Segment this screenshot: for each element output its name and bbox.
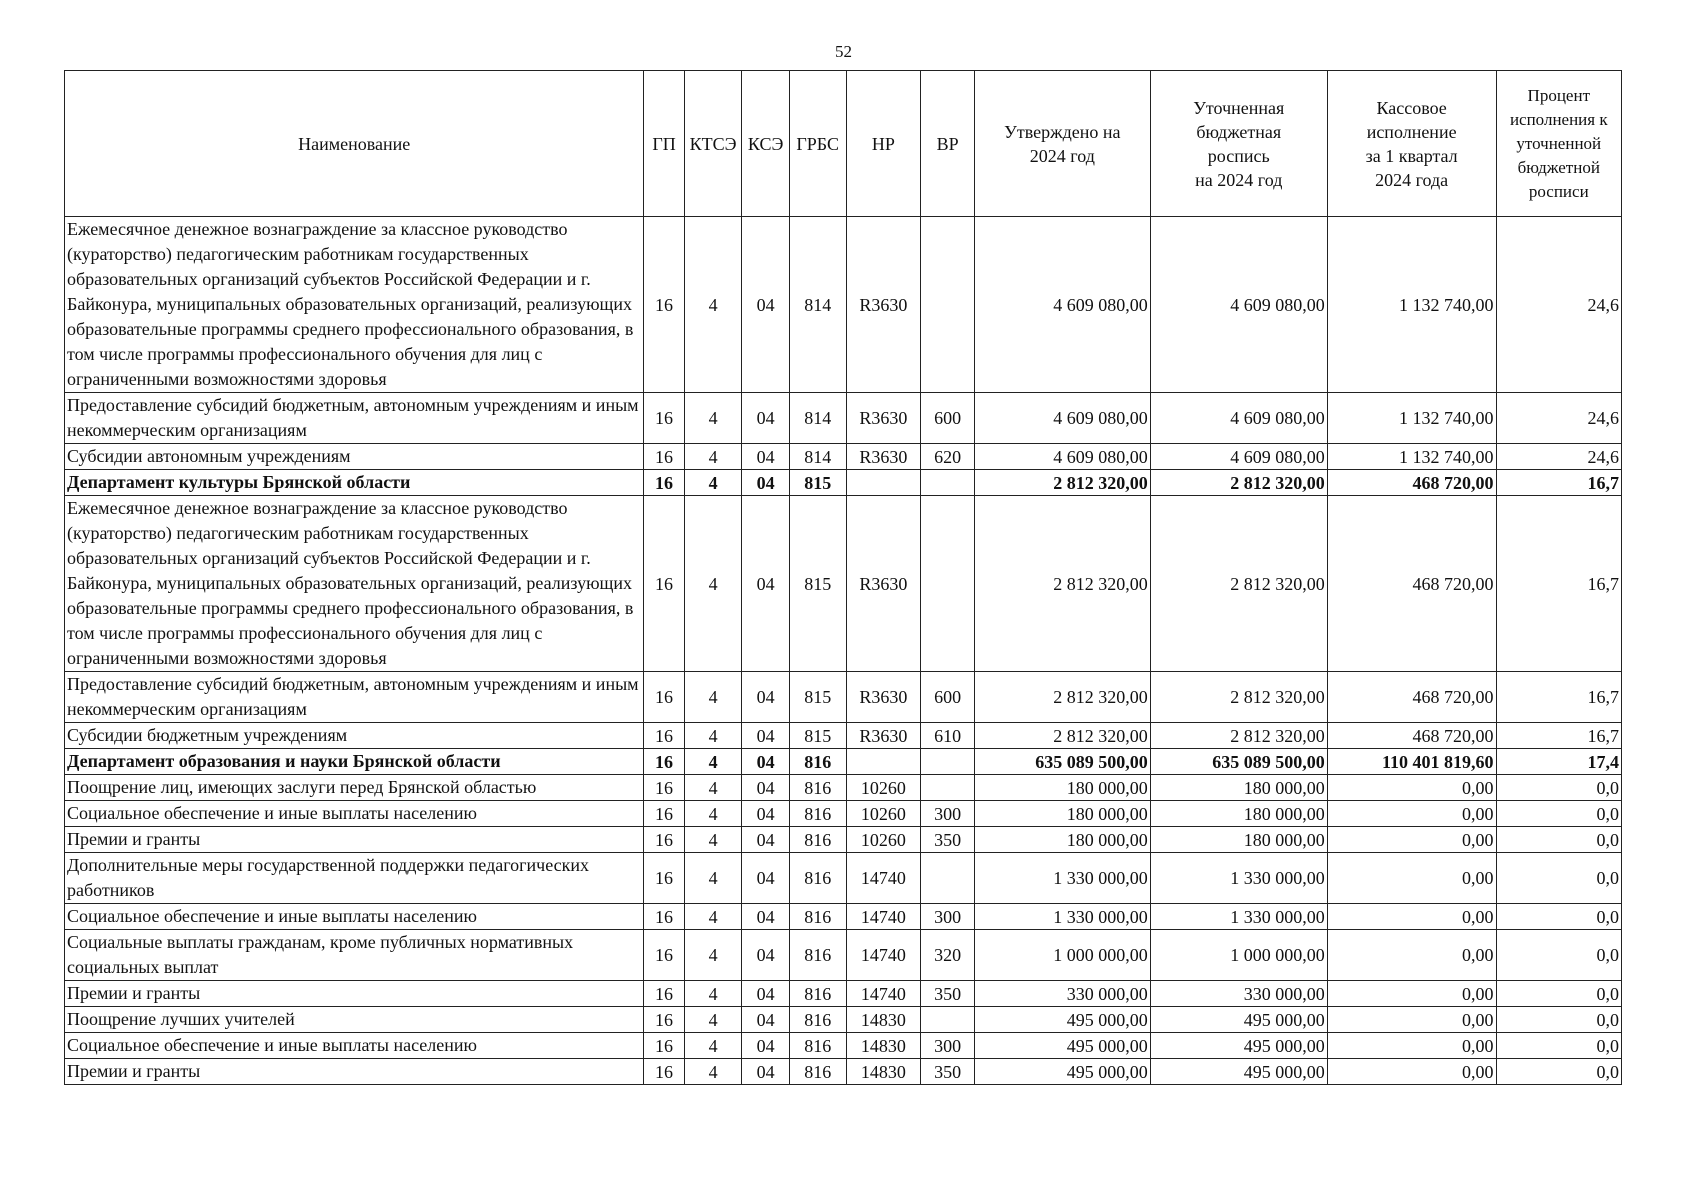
cell-refined: 330 000,00 [1150,981,1327,1007]
cell-name: Департамент образования и науки Брянской области [65,749,644,775]
header-grbs: ГРБС [789,71,846,217]
cell-vr [921,470,975,496]
cell-cash: 0,00 [1327,1007,1496,1033]
header-cash-line-1: Кассовое [1376,97,1447,118]
cell-kse: 04 [742,496,790,672]
cell-name: Социальное обеспечение и иные выплаты населению [65,904,644,930]
cell-cash: 468 720,00 [1327,470,1496,496]
cell-nr: 10260 [846,827,921,853]
cell-kse: 04 [742,444,790,470]
table-row [65,749,1622,775]
table-row [65,672,1622,723]
table-row [65,1059,1622,1085]
header-kse: КСЭ [742,71,790,217]
cell-name: Поощрение лиц, имеющих заслуги перед Брянской областью [65,775,644,801]
header-approved [974,71,1150,217]
cell-percent: 0,0 [1496,801,1621,827]
cell-percent: 16,7 [1496,723,1621,749]
cell-vr [921,749,975,775]
cell-ktse: 4 [684,470,742,496]
cell-approved: 4 609 080,00 [974,393,1150,444]
cell-kse: 04 [742,827,790,853]
cell-percent: 0,0 [1496,1007,1621,1033]
cell-vr [921,1007,975,1033]
cell-percent: 0,0 [1496,827,1621,853]
header-percent-line-4: бюджетной [1517,157,1600,177]
cell-grbs: 816 [789,1059,846,1085]
table-row [65,393,1622,444]
cell-nr [846,749,921,775]
cell-grbs: 816 [789,853,846,904]
cell-nr: R3630 [846,217,921,393]
cell-vr: 350 [921,981,975,1007]
header-percent-line-3: уточненной [1516,133,1602,153]
cell-grbs: 816 [789,749,846,775]
table-row [65,1007,1622,1033]
cell-cash: 1 132 740,00 [1327,444,1496,470]
cell-refined: 2 812 320,00 [1150,470,1327,496]
cell-name: Предоставление субсидий бюджетным, автономным учреждениям и иным некоммерческим организациям [65,393,644,444]
budget-execution-table [64,70,1622,1085]
header-cash-line-4: 2024 года [1375,169,1449,190]
header-refined [1150,71,1327,217]
cell-approved: 495 000,00 [974,1007,1150,1033]
cell-cash: 0,00 [1327,827,1496,853]
table-row [65,827,1622,853]
cell-kse: 04 [742,1059,790,1085]
cell-kse: 04 [742,749,790,775]
cell-grbs: 815 [789,672,846,723]
cell-refined: 180 000,00 [1150,801,1327,827]
cell-ktse: 4 [684,444,742,470]
cell-gp: 16 [644,853,684,904]
header-vr: ВР [921,71,975,217]
cell-vr [921,775,975,801]
cell-gp: 16 [644,827,684,853]
table-row [65,853,1622,904]
cell-vr: 320 [921,930,975,981]
cell-ktse: 4 [684,217,742,393]
cell-approved: 180 000,00 [974,775,1150,801]
table-row [65,496,1622,672]
cell-vr [921,496,975,672]
cell-gp: 16 [644,723,684,749]
cell-name: Социальные выплаты гражданам, кроме публичных нормативных социальных выплат [65,930,644,981]
header-refined-line-2: бюджетная [1196,121,1282,142]
cell-vr: 620 [921,444,975,470]
cell-grbs: 814 [789,393,846,444]
table-row [65,217,1622,393]
cell-kse: 04 [742,853,790,904]
cell-refined: 635 089 500,00 [1150,749,1327,775]
cell-refined: 1 330 000,00 [1150,904,1327,930]
cell-grbs: 816 [789,1033,846,1059]
cell-ktse: 4 [684,981,742,1007]
cell-approved: 1 330 000,00 [974,904,1150,930]
cell-cash: 468 720,00 [1327,723,1496,749]
cell-nr: 14830 [846,1033,921,1059]
cell-grbs: 814 [789,444,846,470]
cell-approved: 1 330 000,00 [974,853,1150,904]
cell-ktse: 4 [684,1033,742,1059]
cell-cash: 0,00 [1327,904,1496,930]
cell-gp: 16 [644,1033,684,1059]
cell-cash: 0,00 [1327,775,1496,801]
cell-nr: 10260 [846,775,921,801]
table-row [65,981,1622,1007]
cell-ktse: 4 [684,775,742,801]
cell-name: Премии и гранты [65,1059,644,1085]
cell-nr [846,470,921,496]
cell-grbs: 816 [789,775,846,801]
header-row [65,71,1622,217]
cell-cash: 0,00 [1327,981,1496,1007]
cell-refined: 495 000,00 [1150,1033,1327,1059]
table-row [65,904,1622,930]
cell-percent: 0,0 [1496,1033,1621,1059]
cell-vr: 350 [921,827,975,853]
cell-grbs: 816 [789,1007,846,1033]
cell-approved: 2 812 320,00 [974,672,1150,723]
cell-cash: 468 720,00 [1327,672,1496,723]
table-row [65,470,1622,496]
table-row [65,723,1622,749]
cell-name: Субсидии автономным учреждениям [65,444,644,470]
cell-percent: 16,7 [1496,672,1621,723]
cell-kse: 04 [742,1007,790,1033]
cell-nr: 14740 [846,930,921,981]
cell-refined: 2 812 320,00 [1150,496,1327,672]
cell-vr: 600 [921,393,975,444]
cell-grbs: 816 [789,981,846,1007]
header-cash-line-3: за 1 квартал [1365,145,1458,166]
cell-ktse: 4 [684,930,742,981]
header-refined-line-4: на 2024 год [1195,169,1283,190]
cell-grbs: 816 [789,904,846,930]
cell-cash: 0,00 [1327,853,1496,904]
cell-vr: 300 [921,1033,975,1059]
table-body [65,217,1622,1085]
cell-kse: 04 [742,470,790,496]
cell-refined: 4 609 080,00 [1150,444,1327,470]
cell-ktse: 4 [684,723,742,749]
header-nr: НР [846,71,921,217]
header-approved-line-1: Утверждено на [1004,121,1121,142]
cell-ktse: 4 [684,672,742,723]
cell-approved: 1 000 000,00 [974,930,1150,981]
header-name: Наименование [65,71,644,217]
cell-gp: 16 [644,801,684,827]
header-refined-line-1: Уточненная [1193,97,1285,118]
cell-nr: R3630 [846,723,921,749]
cell-nr: R3630 [846,444,921,470]
cell-approved: 635 089 500,00 [974,749,1150,775]
cell-gp: 16 [644,496,684,672]
cell-approved: 2 812 320,00 [974,723,1150,749]
cell-cash: 0,00 [1327,1059,1496,1085]
cell-gp: 16 [644,749,684,775]
cell-cash: 0,00 [1327,930,1496,981]
cell-gp: 16 [644,930,684,981]
cell-refined: 495 000,00 [1150,1059,1327,1085]
cell-percent: 16,7 [1496,470,1621,496]
cell-kse: 04 [742,801,790,827]
header-percent-line-2: исполнения к [1509,109,1608,129]
cell-name: Социальное обеспечение и иные выплаты населению [65,801,644,827]
table-row [65,930,1622,981]
cell-nr: 14740 [846,904,921,930]
cell-percent: 24,6 [1496,217,1621,393]
cell-approved: 495 000,00 [974,1033,1150,1059]
cell-vr: 610 [921,723,975,749]
cell-approved: 495 000,00 [974,1059,1150,1085]
header-percent-line-1: Процент [1527,85,1590,105]
cell-refined: 2 812 320,00 [1150,672,1327,723]
table-row [65,1033,1622,1059]
cell-ktse: 4 [684,904,742,930]
cell-cash: 468 720,00 [1327,496,1496,672]
header-percent [1496,71,1621,217]
cell-percent: 0,0 [1496,775,1621,801]
cell-approved: 4 609 080,00 [974,444,1150,470]
cell-kse: 04 [742,723,790,749]
cell-gp: 16 [644,217,684,393]
cell-percent: 16,7 [1496,496,1621,672]
page-number: 52 [835,42,852,61]
cell-gp: 16 [644,444,684,470]
header-cash-line-2: исполнение [1366,121,1457,142]
cell-approved: 180 000,00 [974,801,1150,827]
cell-name: Департамент культуры Брянской области [65,470,644,496]
cell-grbs: 815 [789,723,846,749]
cell-kse: 04 [742,930,790,981]
cell-percent: 0,0 [1496,981,1621,1007]
cell-ktse: 4 [684,801,742,827]
cell-percent: 24,6 [1496,393,1621,444]
cell-grbs: 815 [789,470,846,496]
cell-approved: 4 609 080,00 [974,217,1150,393]
cell-approved: 180 000,00 [974,827,1150,853]
cell-gp: 16 [644,672,684,723]
cell-percent: 24,6 [1496,444,1621,470]
cell-refined: 2 812 320,00 [1150,723,1327,749]
cell-name: Дополнительные меры государственной поддержки педагогических работников [65,853,644,904]
cell-kse: 04 [742,904,790,930]
cell-gp: 16 [644,1059,684,1085]
cell-grbs: 816 [789,930,846,981]
cell-ktse: 4 [684,853,742,904]
header-cash [1327,71,1496,217]
cell-refined: 180 000,00 [1150,827,1327,853]
cell-kse: 04 [742,981,790,1007]
cell-nr: 14830 [846,1059,921,1085]
cell-refined: 4 609 080,00 [1150,393,1327,444]
header-gp: ГП [644,71,684,217]
cell-nr: R3630 [846,672,921,723]
cell-grbs: 816 [789,827,846,853]
cell-gp: 16 [644,1007,684,1033]
cell-nr: R3630 [846,393,921,444]
cell-gp: 16 [644,981,684,1007]
cell-kse: 04 [742,672,790,723]
header-refined-line-3: роспись [1207,145,1270,166]
cell-grbs: 814 [789,217,846,393]
cell-grbs: 815 [789,496,846,672]
cell-approved: 330 000,00 [974,981,1150,1007]
cell-percent: 17,4 [1496,749,1621,775]
cell-refined: 495 000,00 [1150,1007,1327,1033]
cell-refined: 180 000,00 [1150,775,1327,801]
header-approved-line-2: 2024 год [1029,145,1095,166]
cell-approved: 2 812 320,00 [974,496,1150,672]
cell-name: Социальное обеспечение и иные выплаты населению [65,1033,644,1059]
cell-kse: 04 [742,1033,790,1059]
cell-ktse: 4 [684,1007,742,1033]
cell-gp: 16 [644,775,684,801]
cell-name: Ежемесячное денежное вознаграждение за классное руководство (кураторство) педагогическим работникам государственных образовательных организаций субъектов Российской Федерации и г. Байконура, муниципальных образовательных организаций, реализующих образовательные программы среднего профессионального образования, в том числе программы профессионального обучения для лиц с ограниченными возможностями здоровья [65,496,644,672]
cell-name: Субсидии бюджетным учреждениям [65,723,644,749]
header-ktse: КТСЭ [684,71,742,217]
cell-vr: 600 [921,672,975,723]
cell-gp: 16 [644,470,684,496]
cell-vr: 300 [921,801,975,827]
cell-name: Премии и гранты [65,827,644,853]
cell-cash: 0,00 [1327,801,1496,827]
cell-refined: 1 000 000,00 [1150,930,1327,981]
cell-name: Ежемесячное денежное вознаграждение за классное руководство (кураторство) педагогическим работникам государственных образовательных организаций субъектов Российской Федерации и г. Байконура, муниципальных образовательных организаций, реализующих образовательные программы среднего профессионального образования, в том числе программы профессионального обучения для лиц с ограниченными возможностями здоровья [65,217,644,393]
cell-nr: 14740 [846,853,921,904]
cell-nr: 14830 [846,1007,921,1033]
cell-gp: 16 [644,904,684,930]
cell-ktse: 4 [684,749,742,775]
cell-vr: 300 [921,904,975,930]
cell-gp: 16 [644,393,684,444]
cell-ktse: 4 [684,1059,742,1085]
cell-cash: 1 132 740,00 [1327,217,1496,393]
cell-cash: 1 132 740,00 [1327,393,1496,444]
cell-vr [921,217,975,393]
cell-vr: 350 [921,1059,975,1085]
cell-kse: 04 [742,775,790,801]
cell-vr [921,853,975,904]
cell-cash: 0,00 [1327,1033,1496,1059]
cell-approved: 2 812 320,00 [974,470,1150,496]
cell-nr: R3630 [846,496,921,672]
cell-refined: 4 609 080,00 [1150,217,1327,393]
cell-percent: 0,0 [1496,904,1621,930]
cell-percent: 0,0 [1496,853,1621,904]
cell-grbs: 816 [789,801,846,827]
cell-cash: 110 401 819,60 [1327,749,1496,775]
cell-name: Предоставление субсидий бюджетным, автономным учреждениям и иным некоммерческим организациям [65,672,644,723]
cell-kse: 04 [742,393,790,444]
table-row [65,444,1622,470]
cell-ktse: 4 [684,827,742,853]
table-row [65,801,1622,827]
cell-kse: 04 [742,217,790,393]
cell-name: Премии и гранты [65,981,644,1007]
cell-nr: 10260 [846,801,921,827]
header-percent-line-5: росписи [1528,181,1589,201]
cell-percent: 0,0 [1496,1059,1621,1085]
table-row [65,775,1622,801]
cell-percent: 0,0 [1496,930,1621,981]
cell-nr: 14740 [846,981,921,1007]
cell-ktse: 4 [684,393,742,444]
cell-name: Поощрение лучших учителей [65,1007,644,1033]
cell-refined: 1 330 000,00 [1150,853,1327,904]
cell-ktse: 4 [684,496,742,672]
